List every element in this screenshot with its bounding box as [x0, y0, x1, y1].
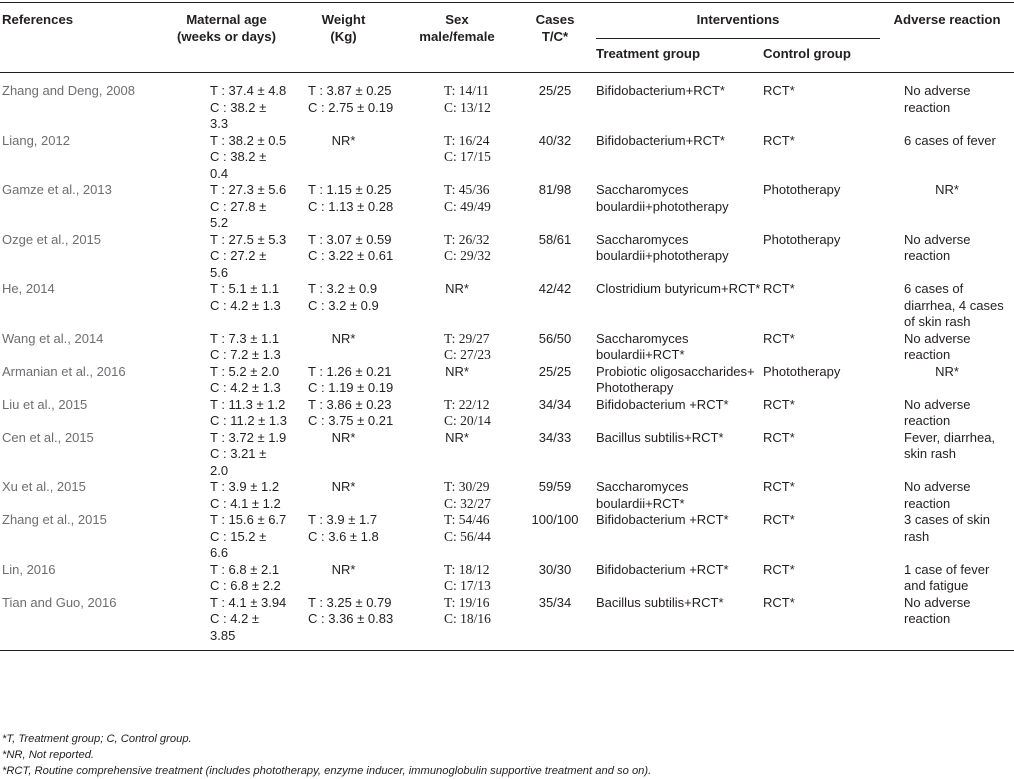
weight-value: T : 1.15 ± 0.25	[308, 182, 392, 197]
maternal-age-cell	[166, 430, 287, 480]
reference-cell: Gamze et al., 2013	[2, 182, 112, 197]
adverse-reaction-cell: No adverse reaction	[904, 479, 971, 511]
maternal-age-value: C : 3.21 ± 2.0	[210, 446, 267, 478]
sex-value: T: 45/36	[444, 182, 490, 197]
weight-value: T : 3.87 ± 0.25	[308, 83, 392, 98]
control-group-cell: RCT*	[763, 512, 795, 527]
maternal-age-value: C : 4.1 ± 1.2	[210, 495, 281, 511]
sex-value: T: 16/24	[444, 132, 490, 148]
maternal-age-value: T : 27.3 ± 5.6	[210, 182, 287, 197]
cases-cell: 35/34	[538, 594, 572, 610]
cases-cell: 56/50	[538, 330, 572, 346]
header-row	[0, 3, 1014, 39]
footnote: *RCT, Routine comprehensive treatment (includes phototherapy, enzyme inducer, immunoglobulin supportive treatment and so on).	[2, 764, 652, 777]
sex-value: T: 30/29	[444, 479, 490, 494]
table-row	[0, 133, 1014, 183]
table-row	[0, 364, 1014, 397]
maternal-age-value: T : 38.2 ± 0.5	[210, 132, 287, 148]
weight-cell	[287, 397, 400, 430]
col-header-cases-line2: T/C*	[541, 29, 569, 44]
sex-value: T: 22/12	[444, 396, 490, 412]
maternal-age-value: T : 37.4 ± 4.8	[210, 83, 287, 98]
footnotes	[2, 732, 651, 779]
reference-cell: Ozge et al., 2015	[2, 231, 102, 247]
adverse-reaction-cell: No adverse reaction	[904, 594, 971, 626]
weight-cell	[287, 331, 400, 364]
maternal-age-value: T : 3.9 ± 1.2	[210, 479, 280, 494]
weight-value: NR*	[331, 429, 356, 445]
maternal-age-value: C : 4.2 ± 1.3	[210, 297, 281, 313]
cases-cell: 100/100	[531, 512, 579, 527]
sex-value: C: 13/12	[444, 99, 491, 115]
cases-cell: 59/59	[538, 479, 572, 494]
table-row	[0, 397, 1014, 430]
weight-value: NR*	[331, 330, 356, 346]
maternal-age-value: C : 27.8 ± 5.2	[210, 198, 267, 230]
maternal-age-value: T : 5.2 ± 2.0	[210, 363, 280, 379]
sex-value: T: 18/12	[444, 561, 490, 577]
maternal-age-value: T : 27.5 ± 5.3	[210, 231, 287, 247]
treatment-group-cell: Bacillus subtilis+RCT*	[596, 594, 724, 610]
table-row	[0, 331, 1014, 364]
weight-value: T : 3.86 ± 0.23	[308, 396, 392, 412]
weight-value: C : 3.22 ± 0.61	[308, 248, 394, 263]
weight-value: C : 1.13 ± 0.28	[308, 198, 394, 214]
control-group-cell: Phototherapy	[763, 182, 841, 197]
maternal-age-value: T : 4.1 ± 3.94	[210, 594, 287, 610]
maternal-age-value: C : 27.2 ± 5.6	[210, 248, 267, 280]
weight-value: T : 1.26 ± 0.21	[308, 363, 392, 379]
weight-value: C : 2.75 ± 0.19	[308, 99, 394, 115]
weight-value: T : 3.9 ± 1.7	[308, 512, 378, 527]
studies-table	[0, 2, 1014, 651]
maternal-age-value: T : 3.72 ± 1.9	[210, 429, 287, 445]
table-body	[0, 73, 1014, 651]
weight-cell	[287, 512, 400, 562]
table-row	[0, 562, 1014, 595]
weight-value: C : 3.6 ± 1.8	[308, 528, 379, 544]
weight-cell	[287, 430, 400, 480]
reference-cell: Liu et al., 2015	[2, 396, 88, 412]
col-header-sex-line2: male/female	[419, 29, 495, 44]
sex-cell	[400, 133, 514, 183]
weight-cell	[287, 562, 400, 595]
weight-value: C : 1.19 ± 0.19	[308, 380, 394, 395]
maternal-age-value: T : 7.3 ± 1.1	[210, 330, 280, 346]
sex-value: C: 27/23	[444, 347, 491, 362]
table-row	[0, 232, 1014, 282]
footnote: *T, Treatment group; C, Control group.	[2, 733, 192, 745]
control-group-cell: RCT*	[763, 561, 795, 577]
sex-cell	[400, 281, 514, 331]
maternal-age-cell	[166, 595, 287, 651]
reference-cell: Tian and Guo, 2016	[2, 594, 117, 610]
control-group-cell: RCT*	[763, 281, 795, 296]
col-header-adverse-reaction: Adverse reaction	[893, 12, 1001, 27]
sex-value: C: 18/16	[444, 611, 491, 626]
cases-cell: 25/25	[538, 363, 572, 379]
reference-cell: Liang, 2012	[2, 132, 70, 148]
treatment-group-cell: Bifidobacterium+RCT*	[596, 83, 725, 98]
reference-cell: Cen et al., 2015	[2, 429, 94, 445]
sex-cell	[400, 73, 514, 133]
reference-cell: Zhang et al., 2015	[2, 512, 107, 527]
control-group-cell: RCT*	[763, 396, 795, 412]
treatment-group-cell: Bacillus subtilis+RCT*	[596, 429, 724, 445]
maternal-age-value: C : 15.2 ± 6.6	[210, 528, 267, 560]
control-group-cell: RCT*	[763, 479, 795, 494]
weight-value: C : 3.2 ± 0.9	[308, 297, 379, 313]
treatment-group-cell: Bifidobacterium +RCT*	[596, 512, 729, 527]
sex-cell	[400, 182, 514, 232]
sex-cell	[400, 364, 514, 397]
maternal-age-value: T : 6.8 ± 2.1	[210, 561, 280, 577]
adverse-reaction-cell: NR*	[935, 182, 959, 197]
control-group-cell: Phototherapy	[763, 231, 841, 247]
maternal-age-cell	[166, 479, 287, 512]
maternal-age-value: C : 38.2 ± 3.3	[210, 99, 267, 131]
weight-value: T : 3.07 ± 0.59	[308, 231, 392, 247]
reference-cell: He, 2014	[2, 281, 55, 296]
sex-value: C: 49/49	[444, 198, 491, 214]
col-header-weight-line2: (Kg)	[330, 29, 357, 44]
sex-cell	[400, 331, 514, 364]
maternal-age-value: T : 11.3 ± 1.2	[210, 396, 286, 412]
adverse-reaction-cell: 1 case of fever and fatigue	[904, 561, 990, 593]
col-header-cases	[514, 3, 596, 73]
cases-cell: 34/34	[538, 396, 572, 412]
maternal-age-value: T : 15.6 ± 6.7	[210, 512, 287, 527]
col-header-maternal-age-line2: (weeks or days)	[177, 29, 276, 44]
weight-value: T : 3.2 ± 0.9	[308, 281, 378, 296]
weight-value: C : 3.75 ± 0.21	[308, 413, 394, 428]
sex-value: NR*	[445, 363, 469, 379]
treatment-group-cell: Bifidobacterium +RCT*	[596, 561, 729, 577]
weight-value: T : 3.25 ± 0.79	[308, 594, 392, 610]
treatment-group-cell: Probiotic oligosaccharides+ Phototherapy	[596, 363, 755, 395]
control-group-cell: RCT*	[763, 132, 795, 148]
adverse-reaction-cell: 6 cases of fever	[904, 132, 996, 148]
weight-cell	[287, 595, 400, 651]
adverse-reaction-cell: No adverse reaction	[904, 396, 971, 428]
col-header-maternal-age	[166, 3, 287, 73]
reference-cell: Zhang and Deng, 2008	[2, 83, 135, 98]
maternal-age-cell	[166, 133, 287, 183]
col-header-control-group: Control group	[763, 39, 880, 73]
sex-value: C: 17/13	[444, 578, 491, 593]
treatment-group-cell: Clostridium butyricum+RCT*	[596, 281, 761, 296]
sex-cell	[400, 562, 514, 595]
maternal-age-cell	[166, 562, 287, 595]
table-row	[0, 281, 1014, 331]
col-header-cases-line1: Cases	[535, 12, 575, 27]
treatment-group-cell: Saccharomyces boulardii+RCT*	[596, 330, 689, 362]
adverse-reaction-cell: 3 cases of skin rash	[904, 512, 990, 544]
reference-cell: Lin, 2016	[2, 561, 56, 577]
sex-value: T: 26/32	[444, 231, 490, 247]
maternal-age-value: C : 7.2 ± 1.3	[210, 347, 281, 362]
treatment-group-cell: Bifidobacterium+RCT*	[596, 132, 725, 148]
col-header-sex	[400, 3, 514, 73]
col-header-interventions: Interventions	[696, 12, 780, 27]
sex-cell	[400, 430, 514, 480]
table-row	[0, 182, 1014, 232]
control-group-cell: RCT*	[763, 83, 795, 98]
table-row	[0, 430, 1014, 480]
maternal-age-value: C : 6.8 ± 2.2	[210, 578, 281, 593]
cases-cell: 40/32	[538, 132, 572, 148]
sex-value: NR*	[445, 429, 469, 445]
weight-value: NR*	[331, 561, 356, 577]
maternal-age-value: C : 4.2 ± 3.85	[210, 611, 260, 643]
adverse-reaction-cell: No adverse reaction	[904, 83, 971, 115]
maternal-age-cell	[166, 331, 287, 364]
sex-value: NR*	[445, 281, 469, 296]
col-header-weight-line1: Weight	[321, 12, 366, 27]
maternal-age-cell	[166, 397, 287, 430]
cases-cell: 25/25	[538, 83, 572, 98]
col-header-maternal-age-line1: Maternal age	[186, 12, 267, 27]
weight-cell	[287, 479, 400, 512]
cases-cell: 30/30	[538, 561, 572, 577]
adverse-reaction-cell: No adverse reaction	[904, 330, 971, 362]
treatment-group-cell: Bifidobacterium +RCT*	[596, 396, 729, 412]
sex-cell	[400, 479, 514, 512]
maternal-age-cell	[166, 281, 287, 331]
weight-cell	[287, 73, 400, 133]
reference-cell: Armanian et al., 2016	[2, 363, 126, 379]
treatment-group-cell: Saccharomyces boulardii+RCT*	[596, 479, 689, 511]
maternal-age-cell	[166, 512, 287, 562]
col-header-references: References	[2, 12, 74, 27]
weight-cell	[287, 281, 400, 331]
maternal-age-cell	[166, 182, 287, 232]
weight-cell	[287, 182, 400, 232]
sex-cell	[400, 397, 514, 430]
adverse-reaction-cell: 6 cases of diarrhea, 4 cases of skin rash	[904, 281, 1004, 329]
control-group-cell: RCT*	[763, 594, 795, 610]
maternal-age-value: C : 38.2 ± 0.4	[210, 149, 267, 181]
sex-value: T: 14/11	[444, 83, 489, 98]
table-row	[0, 479, 1014, 512]
cases-cell: 58/61	[538, 231, 572, 247]
sex-cell	[400, 232, 514, 282]
sex-value: C: 20/14	[444, 413, 491, 428]
table-row	[0, 73, 1014, 133]
treatment-group-cell: Saccharomyces boulardii+phototherapy	[596, 231, 729, 263]
control-group-cell: RCT*	[763, 330, 795, 346]
reference-cell: Wang et al., 2014	[2, 330, 104, 346]
sex-value: T: 29/27	[444, 330, 490, 346]
sex-value: C: 17/15	[444, 149, 491, 164]
maternal-age-cell	[166, 232, 287, 282]
sex-value: C: 32/27	[444, 495, 491, 511]
weight-value: NR*	[331, 479, 356, 494]
weight-value: NR*	[331, 132, 356, 148]
reference-cell: Xu et al., 2015	[2, 479, 86, 494]
sex-cell	[400, 595, 514, 651]
maternal-age-value: C : 11.2 ± 1.3	[210, 413, 287, 428]
col-header-weight	[287, 3, 400, 73]
control-group-cell: RCT*	[763, 429, 795, 445]
maternal-age-cell	[166, 364, 287, 397]
weight-cell	[287, 232, 400, 282]
cases-cell: 42/42	[538, 281, 572, 296]
sex-value: C: 56/44	[444, 528, 491, 544]
table-row	[0, 512, 1014, 562]
maternal-age-value: C : 4.2 ± 1.3	[210, 380, 281, 395]
maternal-age-value: T : 5.1 ± 1.1	[210, 281, 280, 296]
cases-cell: 34/33	[538, 429, 572, 445]
col-header-sex-line1: Sex	[445, 12, 469, 27]
control-group-cell: Phototherapy	[763, 363, 841, 379]
adverse-reaction-cell: NR*	[935, 363, 959, 379]
footnote: *NR, Not reported.	[2, 748, 95, 761]
sex-cell	[400, 512, 514, 562]
weight-cell	[287, 364, 400, 397]
adverse-reaction-cell: Fever, diarrhea, skin rash	[904, 429, 996, 461]
col-header-treatment-group: Treatment group	[596, 39, 763, 73]
sex-value: T: 54/46	[444, 512, 490, 527]
sex-value: T: 19/16	[444, 594, 490, 610]
treatment-group-cell: Saccharomyces boulardii+phototherapy	[596, 182, 729, 214]
weight-cell	[287, 133, 400, 183]
adverse-reaction-cell: No adverse reaction	[904, 231, 971, 263]
maternal-age-cell	[166, 73, 287, 133]
sex-value: C: 29/32	[444, 248, 491, 263]
cases-cell: 81/98	[538, 182, 572, 197]
table-row	[0, 595, 1014, 651]
weight-value: C : 3.36 ± 0.83	[308, 611, 394, 626]
